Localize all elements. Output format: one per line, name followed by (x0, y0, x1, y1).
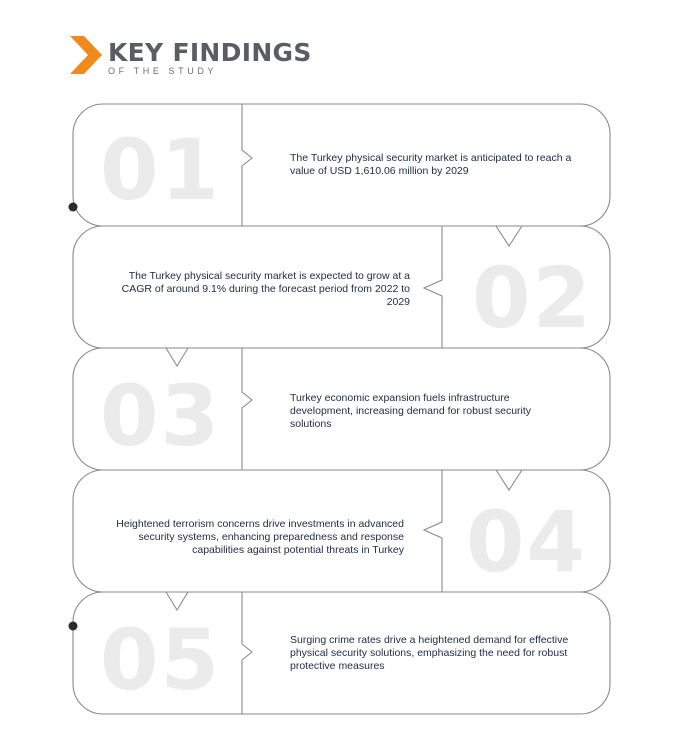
finding-text-5: Surging crime rates drive a heightened demand for effective physical security solutions, emphasizing the need for robust protective measures (290, 634, 569, 672)
finding-number-3: 03 (100, 367, 221, 465)
finding-number-4: 04 (466, 493, 587, 591)
finding-text-4: Heightened terrorism concerns drive investments in advanced security systems, enhancing preparedness and response capabilities against potential threats in Turkey (116, 518, 404, 556)
timeline-end-dot (69, 622, 78, 631)
finding-number-1: 01 (100, 121, 221, 219)
timeline-start-dot (69, 203, 78, 212)
finding-text-2: The Turkey physical security market is expected to grow at a CAGR of around 9.1% during the forecast period from 2022 to 2029 (121, 270, 410, 308)
chevron-logo-icon (70, 36, 102, 74)
finding-number-5: 05 (100, 611, 221, 709)
crescent-icon (218, 66, 222, 74)
finding-text-1: The Turkey physical security market is anticipated to reach a value of USD 1,610.06 million by 2029 (290, 152, 572, 177)
finding-text-3: Turkey economic expansion fuels infrastructure development, increasing demand for robust security solutions (290, 392, 532, 430)
page-title: KEY FINDINGS (108, 38, 312, 67)
finding-number-2: 02 (472, 249, 593, 347)
page-subtitle: OF THE STUDY (108, 66, 218, 76)
